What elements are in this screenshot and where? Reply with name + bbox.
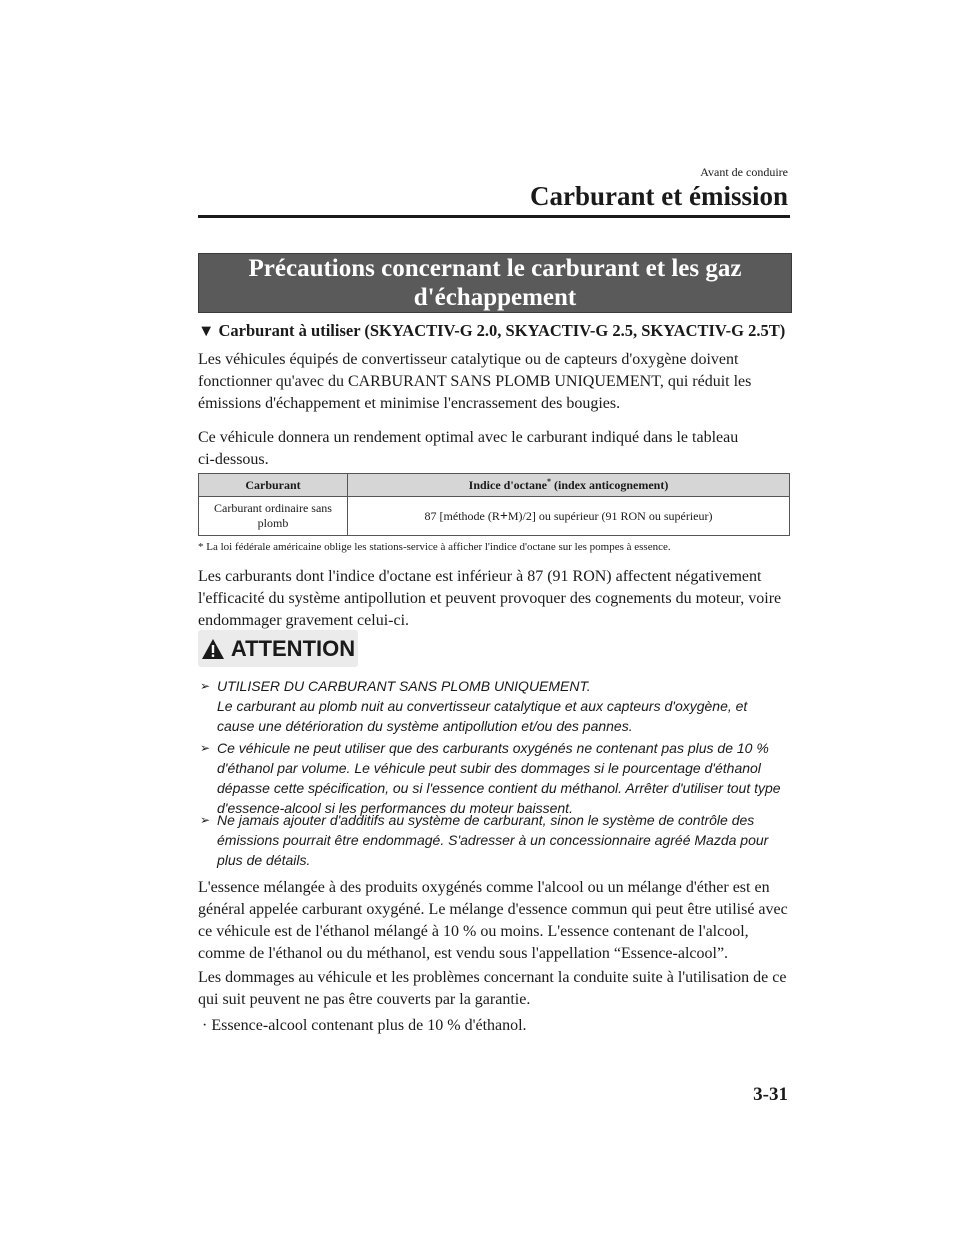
- paragraph-1-line: fonctionner qu'avec du CARBURANT SANS PLOMB UNIQUEMENT, qui réduit les: [198, 373, 752, 390]
- warning-item: ➢ Ne jamais ajouter d'additifs au système de carburant, sinon le système de contrôle des émissions pourrait être endommagé. S'adresser à un concessionnaire agréé Mazda pour plus de détails.: [200, 812, 769, 868]
- warning-item: ➢ UTILISER DU CARBURANT SANS PLOMB UNIQUEMENT. Le carburant au plomb nuit au convertisseur catalytique et aux capteurs d'oxygène, et cause une détérioration du système antipollution et/ou des pannes.: [200, 678, 748, 734]
- paragraph-3: [198, 566, 790, 632]
- table-header-fuel: Carburant: [199, 474, 348, 497]
- paragraph-2-line: ci-dessous.: [198, 451, 269, 468]
- paragraph-5-line: Les dommages au véhicule et les problèmes concernant la conduite suite à l'utilisation de ce: [198, 969, 787, 986]
- banner-line-2: d'échappement: [413, 284, 577, 311]
- paragraph-4-line: général appelée carburant oxygéné. Le mélange d'essence commun qui peut être utilisé avec: [198, 901, 788, 918]
- warning-item: ➢ Ce véhicule ne peut utiliser que des carburants oxygénés ne contenant pas plus de 10 % d'éthanol par volume. Le véhicule peut subir des dommages si le pourcentage d'éthanol dépasse cette spécification, ou si l'essence contient du méthanol. Arrêter d'utiliser tout type d'essence-alcool si les performances du moteur baissent.: [200, 740, 781, 816]
- arrow-right-icon: ➢: [200, 813, 211, 827]
- attention-box: [198, 630, 358, 667]
- header-rule: [198, 215, 790, 218]
- plus-icon: +: [499, 508, 508, 524]
- paragraph-2: [198, 427, 790, 471]
- paragraph-4-line: L'essence mélangée à des produits oxygénés comme l'alcool ou un mélange d'éther est en: [198, 879, 770, 896]
- warning-icon: [201, 638, 225, 660]
- footnote: [198, 541, 671, 553]
- page-number: 3-31: [753, 1084, 788, 1105]
- footnote-text: La loi fédérale américaine oblige les stations-service à afficher l'indice d'octane sur les pompes à essence.: [206, 541, 671, 553]
- paragraph-1-line: émissions d'échappement et minimise l'encrassement des bougies.: [198, 395, 621, 412]
- attention-label: ATTENTION: [230, 635, 356, 661]
- footnote-mark: *: [198, 541, 204, 553]
- chapter-title: Avant de conduire: [700, 165, 788, 179]
- table-row: [199, 497, 790, 536]
- arrow-right-icon: ➢: [200, 741, 211, 755]
- table-header-row: [199, 474, 790, 497]
- table-cell-octane: 87 [méthode (R+M)/2] ou supérieur (91 RON ou supérieur): [348, 497, 790, 536]
- section-title: Carburant et émission: [530, 181, 788, 211]
- bullet-icon: ·: [202, 1017, 208, 1034]
- paragraph-3-line: l'efficacité du système antipollution et peuvent provoquer des cognements du moteur, voire: [198, 590, 782, 607]
- section-banner: [198, 253, 792, 313]
- table-header-octane: Indice d'octane* (index anticognement): [348, 474, 790, 497]
- arrow-right-icon: ➢: [200, 679, 211, 693]
- paragraph-5: [198, 967, 790, 1011]
- paragraph-3-line: endommager gravement celui-ci.: [198, 612, 410, 629]
- paragraph-3-line: Les carburants dont l'indice d'octane est inférieur à 87 (91 RON) affectent négativement: [198, 568, 762, 585]
- paragraph-5-line: qui suit peuvent ne pas être couverts par la garantie.: [198, 991, 531, 1008]
- paragraph-2-line: Ce véhicule donnera un rendement optimal avec le carburant indiqué dans le tableau: [198, 429, 739, 446]
- banner-line-1: Précautions concernant le carburant et les gaz: [248, 255, 742, 282]
- subheading-text: Carburant à utiliser (SKYACTIV-G 2.0, SKYACTIV-G 2.5, SKYACTIV-G 2.5T): [218, 321, 786, 340]
- paragraph-4-line: ce véhicule est de l'éthanol mélangé à 10 % ou moins. L'essence contenant de l'alcool,: [198, 923, 749, 940]
- list-item: [202, 1017, 527, 1035]
- paragraph-4: [198, 877, 790, 965]
- subheading: [198, 321, 785, 341]
- list-item-text: Essence-alcool contenant plus de 10 % d'éthanol.: [211, 1017, 527, 1034]
- paragraph-1-line: Les véhicules équipés de convertisseur catalytique ou de capteurs d'oxygène doivent: [198, 351, 739, 368]
- fuel-table: [198, 473, 790, 536]
- paragraph-4-line: comme de l'éthanol ou du méthanol, est vendu sous l'appellation “Essence-alcool”.: [198, 945, 729, 962]
- triangle-down-icon: ▼: [198, 321, 215, 340]
- table-cell-fuel: Carburant ordinaire sans plomb: [199, 497, 348, 536]
- paragraph-1: [198, 349, 790, 415]
